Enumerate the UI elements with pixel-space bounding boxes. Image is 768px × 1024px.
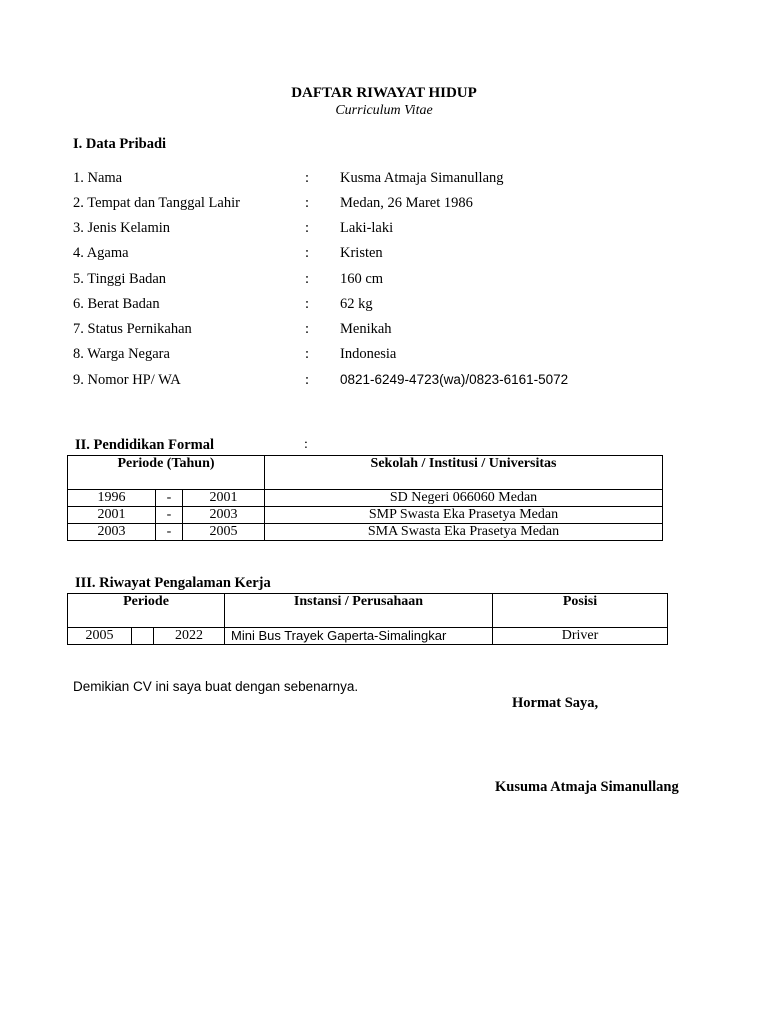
field-colon: : <box>305 245 310 261</box>
education-school-header: Sekolah / Institusi / Universitas <box>265 456 663 490</box>
education-heading: II. Pendidikan Formal <box>75 437 214 453</box>
period-end: 2005 <box>183 524 265 541</box>
period-start: 1996 <box>68 490 156 507</box>
table-row <box>68 524 663 541</box>
signature-name: Kusuma Atmaja Simanullang <box>495 779 679 795</box>
field-colon: : <box>305 271 310 287</box>
company-name: Mini Bus Trayek Gaperta-Simalingkar <box>225 628 493 645</box>
table-row <box>68 490 663 507</box>
field-label: 2. Tempat dan Tanggal Lahir <box>73 195 240 211</box>
school-name: SMA Swasta Eka Prasetya Medan <box>265 524 663 541</box>
school-name: SD Negeri 066060 Medan <box>265 490 663 507</box>
period-start: 2005 <box>68 628 132 645</box>
closing-statement: Demikian CV ini saya buat dengan sebenarnya. <box>73 679 359 694</box>
personal-data-heading: I. Data Pribadi <box>73 136 167 152</box>
field-label: 9. Nomor HP/ WA <box>73 372 181 388</box>
field-label: 6. Berat Badan <box>73 296 160 312</box>
period-separator: - <box>156 524 183 541</box>
field-colon: : <box>305 220 310 236</box>
field-value: 160 cm <box>340 271 384 287</box>
period-end: 2022 <box>154 628 225 645</box>
work-table <box>67 593 668 645</box>
field-value: 62 kg <box>340 296 373 312</box>
table-row <box>68 507 663 524</box>
period-start: 2003 <box>68 524 156 541</box>
position-name: Driver <box>493 628 668 645</box>
personal-row-gender <box>73 220 693 240</box>
field-label: 7. Status Pernikahan <box>73 321 192 337</box>
work-period-header: Periode <box>68 594 225 628</box>
field-colon: : <box>305 296 310 312</box>
education-table <box>67 455 663 541</box>
greeting: Hormat Saya, <box>512 695 599 711</box>
field-value: Medan, 26 Maret 1986 <box>340 195 473 211</box>
field-colon: : <box>305 195 310 211</box>
period-blank <box>132 628 154 645</box>
field-value: Indonesia <box>340 346 397 362</box>
field-label: 5. Tinggi Badan <box>73 271 167 287</box>
field-value: Menikah <box>340 321 392 337</box>
period-separator: - <box>156 490 183 507</box>
field-label: 4. Agama <box>73 245 129 261</box>
period-end: 2001 <box>183 490 265 507</box>
education-colon: : <box>304 437 308 452</box>
work-position-header: Posisi <box>493 594 668 628</box>
field-value: 0821-6249-4723(wa)/0823-6161-5072 <box>340 372 569 387</box>
personal-row-marital <box>73 321 693 341</box>
personal-row-height <box>73 271 693 291</box>
field-label: 8. Warga Negara <box>73 346 170 362</box>
education-period-header: Periode (Tahun) <box>68 456 265 490</box>
field-colon: : <box>305 321 310 337</box>
education-header-row <box>68 456 663 490</box>
work-heading: III. Riwayat Pengalaman Kerja <box>75 575 271 591</box>
work-header-row <box>68 594 668 628</box>
period-separator: - <box>156 507 183 524</box>
period-start: 2001 <box>68 507 156 524</box>
document-title: DAFTAR RIWAYAT HIDUP <box>291 85 477 101</box>
table-row <box>68 628 668 645</box>
period-end: 2003 <box>183 507 265 524</box>
field-colon: : <box>305 372 310 388</box>
personal-row-phone <box>73 372 693 392</box>
personal-row-birth <box>73 195 693 215</box>
field-label: 3. Jenis Kelamin <box>73 220 171 236</box>
field-value: Kusma Atmaja Simanullang <box>340 170 504 186</box>
school-name: SMP Swasta Eka Prasetya Medan <box>265 507 663 524</box>
field-colon: : <box>305 170 310 186</box>
field-colon: : <box>305 346 310 362</box>
personal-row-name <box>73 170 693 190</box>
field-value: Kristen <box>340 245 383 261</box>
personal-row-religion <box>73 245 693 265</box>
document-subtitle: Curriculum Vitae <box>335 103 433 118</box>
work-company-header: Instansi / Perusahaan <box>225 594 493 628</box>
personal-row-citizenship <box>73 346 693 366</box>
personal-row-weight <box>73 296 693 316</box>
field-label: 1. Nama <box>73 170 123 186</box>
field-value: Laki-laki <box>340 220 394 236</box>
